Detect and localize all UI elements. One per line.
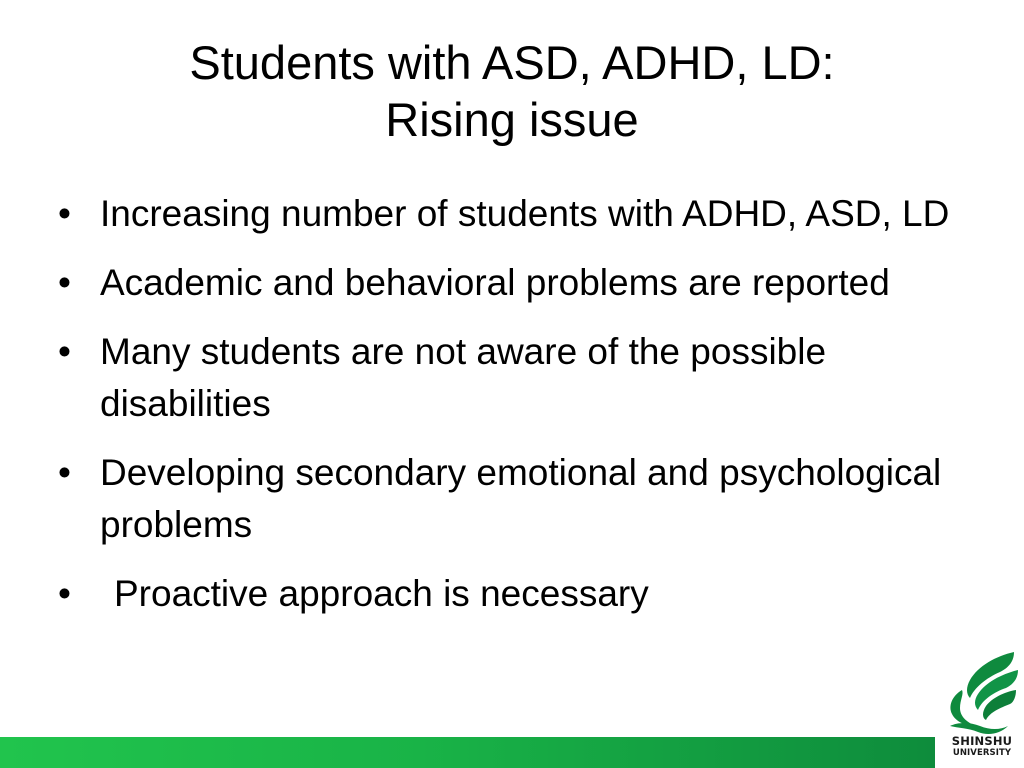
bullet-text: Many students are not aware of the possible disabilities	[100, 331, 827, 424]
bullet-list	[58, 188, 968, 620]
bullet-item-4	[58, 447, 968, 551]
bullet-dot: •	[58, 331, 71, 372]
bullet-text: Increasing number of students with ADHD, ASD, LD	[100, 193, 950, 234]
bullet-dot: •	[58, 193, 71, 234]
slide-title-line-1: Students with ASD, ADHD, LD:	[189, 36, 835, 89]
bullet-item-1	[58, 188, 968, 240]
bullet-dot: •	[58, 573, 71, 614]
logo-name-line-1: SHINSHU	[951, 734, 1013, 748]
logo-wordmark	[940, 735, 1024, 759]
bullet-dot: •	[58, 452, 71, 493]
bullet-text: Proactive approach is necessary	[114, 573, 649, 614]
slide-title	[60, 34, 964, 148]
green-leaf-emblem-icon	[944, 650, 1020, 734]
university-logo	[940, 648, 1024, 768]
bullet-item-5	[58, 568, 968, 620]
bullet-item-2	[58, 257, 968, 309]
footer-bar	[0, 737, 935, 768]
logo-name-line-2: UNIVERSITY	[952, 748, 1012, 758]
bullet-item-3	[58, 326, 968, 430]
bullet-dot: •	[58, 262, 71, 303]
slide-title-line-2: Rising issue	[385, 93, 639, 146]
bullet-text: Developing secondary emotional and psychological problems	[100, 452, 942, 545]
bullet-text: Academic and behavioral problems are reported	[100, 262, 890, 303]
